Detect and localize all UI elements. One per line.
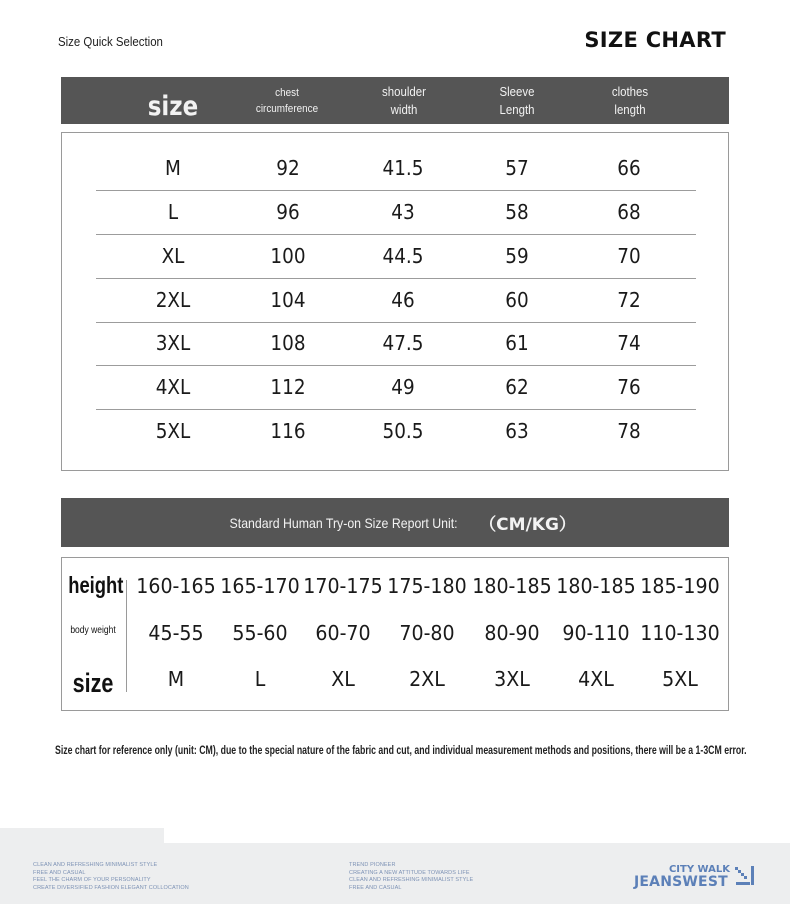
footer-slogan-left — [33, 862, 189, 892]
weight-cell: 70-80 — [399, 621, 455, 645]
cell-clothes-length: 72 — [617, 288, 641, 312]
cell-shoulder: 43 — [391, 200, 415, 224]
weight-cell: 80-90 — [484, 621, 540, 645]
footer-line: TREND PIONEER — [349, 862, 396, 868]
cell-shoulder: 49 — [391, 375, 415, 399]
cell-sleeve: 60 — [505, 288, 529, 312]
size-quick-selection-label: Size Quick Selection — [58, 34, 163, 49]
weight-cell: 60-70 — [315, 621, 371, 645]
column-header-chest — [242, 77, 332, 124]
brand-logo — [634, 864, 764, 892]
height-cell: 175-180 — [387, 574, 467, 598]
column-header-clothes-line1: clothes — [611, 83, 649, 99]
height-cell: 165-170 — [220, 574, 300, 598]
table-row — [96, 321, 696, 366]
cell-size: 5XL — [155, 419, 191, 443]
cell-chest: 104 — [270, 288, 306, 312]
size-cell: 3XL — [494, 667, 530, 691]
logo-mark-icon — [734, 865, 756, 887]
logo-tagline: CITY WALK — [668, 864, 730, 875]
height-cell: 180-185 — [556, 574, 636, 598]
footer-line: FREE AND CASUAL — [33, 869, 86, 876]
tryon-table-body — [61, 557, 729, 711]
disclaimer-note: Size chart for reference only (unit: CM), due to the special nature of the fabric and cut, and individual measurement methods and positions, there will be a 1-3CM error. — [55, 745, 747, 757]
cell-clothes-length: 78 — [617, 419, 641, 443]
cell-size: L — [167, 200, 179, 224]
weight-cell: 55-60 — [232, 621, 288, 645]
cell-size: 2XL — [155, 288, 191, 312]
cell-clothes-length: 76 — [617, 375, 641, 399]
label-divider — [126, 580, 127, 692]
height-cell: 160-165 — [136, 574, 216, 598]
column-header-shoulder-line1: shoulder — [382, 83, 426, 99]
column-header-sleeve-line2: Length — [499, 101, 535, 117]
cell-sleeve: 61 — [505, 331, 529, 355]
cell-sleeve: 62 — [505, 375, 529, 399]
cell-chest: 96 — [276, 200, 300, 224]
table-row — [96, 146, 696, 191]
height-cell: 185-190 — [640, 574, 720, 598]
column-header-clothes-line2: length — [614, 101, 646, 117]
cell-size: 4XL — [155, 375, 191, 399]
row-label-body-weight: body weight — [70, 625, 116, 636]
cell-shoulder: 46 — [391, 288, 415, 312]
table-row — [96, 190, 696, 235]
cell-chest: 116 — [270, 419, 306, 443]
cell-sleeve: 57 — [505, 156, 529, 180]
column-header-chest-line1: chest — [275, 86, 299, 99]
table-row — [96, 409, 696, 453]
logo-wordmark: JEANSWEST — [634, 874, 728, 890]
cell-size: M — [165, 156, 181, 180]
cell-clothes-length: 68 — [617, 200, 641, 224]
row-label-height: height — [68, 572, 124, 598]
cell-sleeve: 59 — [505, 244, 529, 268]
cell-shoulder: 50.5 — [382, 419, 424, 443]
table-row — [96, 365, 696, 410]
size-table-body — [61, 132, 729, 471]
cell-sleeve: 63 — [505, 419, 529, 443]
footer-slogan-middle — [349, 862, 473, 892]
weight-cell: 110-130 — [640, 621, 720, 645]
column-header-sleeve — [473, 77, 561, 124]
column-header-clothes-length — [586, 77, 674, 124]
cell-shoulder: 47.5 — [382, 331, 424, 355]
size-cell: 5XL — [662, 667, 698, 691]
footer-line: CLEAN AND REFRESHING MINIMALIST STYLE — [33, 862, 158, 868]
tryon-table-header — [61, 498, 729, 547]
cell-chest: 92 — [276, 156, 300, 180]
height-cell: 170-175 — [303, 574, 383, 598]
footer-line: CREATING A NEW ATTITUDE TOWARDS LIFE — [349, 869, 470, 876]
cell-shoulder: 41.5 — [382, 156, 424, 180]
cell-chest: 112 — [270, 375, 306, 399]
cell-size: XL — [161, 244, 185, 268]
tryon-title: Standard Human Try-on Size Report Unit: — [229, 514, 458, 531]
cell-clothes-length: 66 — [617, 156, 641, 180]
cell-shoulder: 44.5 — [382, 244, 424, 268]
cell-clothes-length: 74 — [617, 331, 641, 355]
cell-chest: 100 — [270, 244, 306, 268]
size-cell: 4XL — [578, 667, 614, 691]
size-cell: L — [254, 667, 266, 691]
column-header-shoulder-line2: width — [390, 101, 418, 117]
column-header-size: size — [147, 91, 199, 122]
column-header-sleeve-line1: Sleeve — [499, 83, 535, 99]
footer-line: FEEL THE CHARM OF YOUR PERSONALITY — [33, 877, 151, 883]
cell-chest: 108 — [270, 331, 306, 355]
cell-clothes-length: 70 — [617, 244, 641, 268]
size-cell: M — [167, 667, 185, 691]
tryon-unit: （CM/KG） — [479, 515, 576, 535]
footer-line: FREE AND CASUAL — [349, 884, 402, 891]
table-row — [96, 278, 696, 323]
size-table-header — [61, 77, 729, 124]
height-cell: 180-185 — [472, 574, 552, 598]
column-header-shoulder — [360, 77, 448, 124]
footer-line: CREATE DIVERSIFIED FASHION ELEGANT COLLOCATION — [33, 884, 189, 891]
page-title: SIZE CHART — [584, 28, 726, 52]
row-label-size: size — [72, 668, 114, 698]
cell-sleeve: 58 — [505, 200, 529, 224]
cell-size: 3XL — [155, 331, 191, 355]
weight-cell: 90-110 — [562, 621, 630, 645]
table-row — [96, 234, 696, 279]
footer-line: CLEAN AND REFRESHING MINIMALIST STYLE — [349, 877, 474, 883]
column-header-chest-line2: circumference — [255, 102, 319, 115]
size-cell: 2XL — [409, 667, 445, 691]
weight-cell: 45-55 — [148, 621, 204, 645]
size-cell: XL — [331, 667, 355, 691]
